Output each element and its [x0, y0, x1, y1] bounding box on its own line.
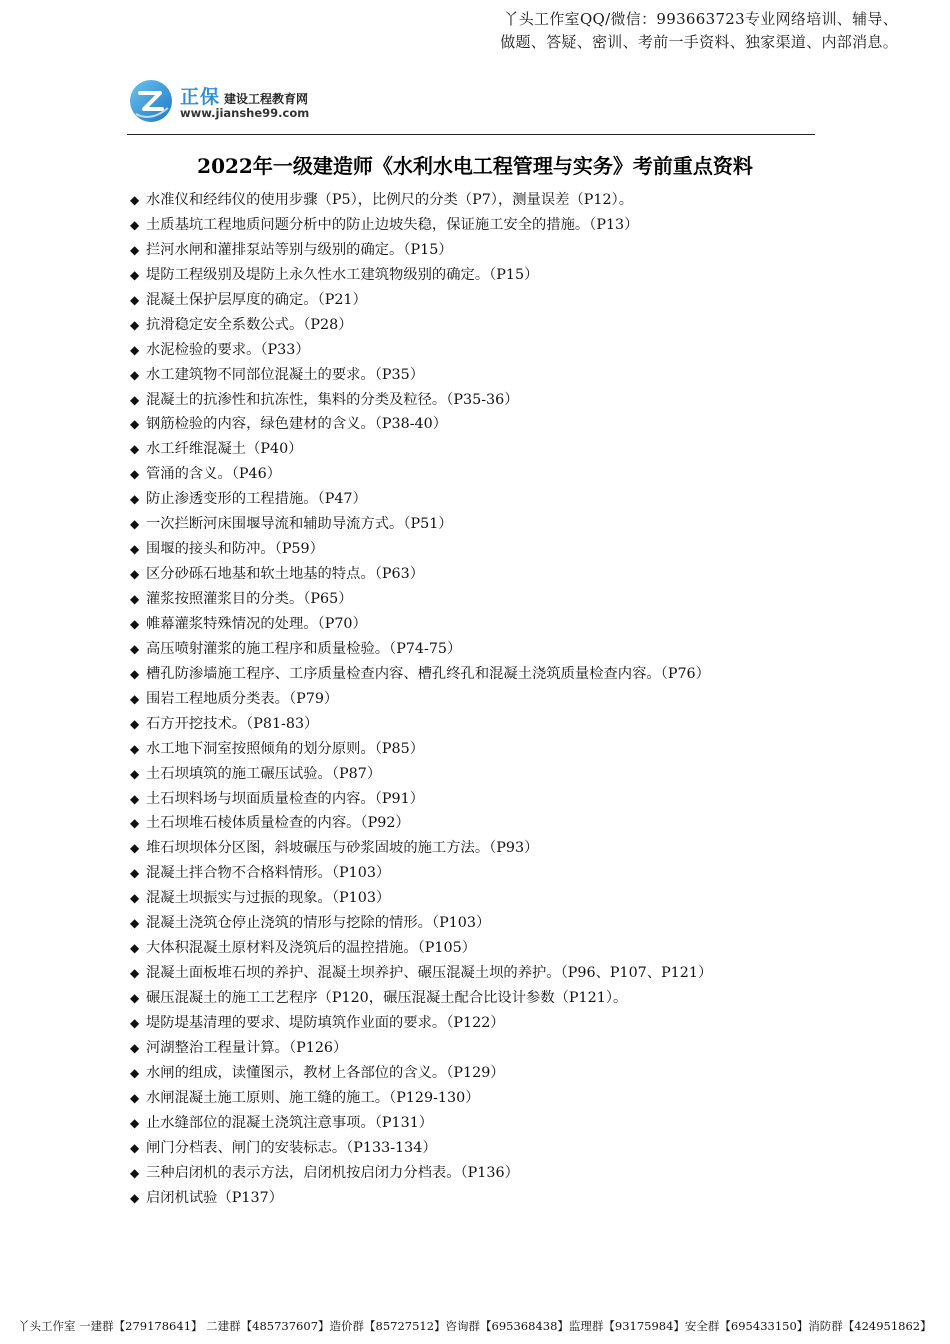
diamond-bullet-icon: ◆: [130, 367, 140, 382]
list-item-text: 槽孔防渗墙施工程序、工序质量检查内容、槽孔终孔和混凝土浇筑质量检查内容。（P76）: [146, 665, 710, 682]
list-item-text: 水准仪和经纬仪的使用步骤（P5），比例尺的分类（P7），测量误差（P12）。: [146, 192, 633, 208]
diamond-bullet-icon: ◆: [130, 766, 140, 781]
list-item: [130, 1086, 712, 1111]
list-item-text: 水闸的组成，读懂图示，教材上各部位的含义。（P129）: [146, 1064, 505, 1081]
list-item: [130, 687, 712, 712]
diamond-bullet-icon: ◆: [130, 866, 140, 881]
list-item: [130, 1061, 712, 1086]
list-item-text: 抗滑稳定安全系数公式。（P28）: [146, 316, 353, 333]
list-item: [130, 836, 712, 861]
list-item: [130, 412, 712, 437]
diamond-bullet-icon: ◆: [130, 1065, 140, 1080]
diamond-bullet-icon: ◆: [130, 492, 140, 507]
logo-subtitle: 建设工程教育网: [224, 92, 309, 106]
list-item-text: 土质基坑工程地质问题分析中的防止边坡失稳，保证施工安全的措施。（P13）: [146, 216, 639, 233]
diamond-bullet-icon: ◆: [130, 442, 140, 457]
diamond-bullet-icon: ◆: [130, 467, 140, 482]
list-item-text: 防止渗透变形的工程措施。（P47）: [146, 491, 367, 508]
diamond-bullet-icon: ◆: [130, 342, 140, 357]
key-points-list: [130, 188, 712, 1210]
header-divider: [127, 134, 815, 135]
list-item-text: 钢筋检验的内容，绿色建材的含义。（P38-40）: [146, 416, 448, 433]
list-item: [130, 961, 712, 986]
list-item: [130, 238, 712, 263]
footer-groups: 丫头工作室 一建群【279178641】 二建群【485737607】造价群【85727512】咨询群【695368438】监理群【93175984】安全群【695433150】消防群【424951862】: [18, 1319, 932, 1333]
diamond-bullet-icon: ◆: [130, 916, 140, 931]
list-item: [130, 1036, 712, 1061]
list-item: [130, 637, 712, 662]
list-item-text: 水泥检验的要求。（P33）: [146, 341, 310, 358]
list-item-text: 土石坝填筑的施工碾压试验。（P87）: [146, 765, 382, 782]
diamond-bullet-icon: ◆: [130, 716, 140, 731]
diamond-bullet-icon: ◆: [130, 841, 140, 856]
list-item: [130, 338, 712, 363]
diamond-bullet-icon: ◆: [130, 966, 140, 981]
list-item-text: 区分砂砾石地基和软土地基的特点。（P63）: [146, 566, 425, 583]
list-item-text: 堤防工程级别及堤防上永久性水工建筑物级别的确定。（P15）: [146, 266, 539, 283]
list-item: [130, 537, 712, 562]
list-item-text: 围岩工程地质分类表。（P79）: [146, 690, 339, 707]
list-item: [130, 861, 712, 886]
list-item: [130, 462, 712, 487]
list-item-text: 土石坝料场与坝面质量检查的内容。（P91）: [146, 790, 425, 807]
list-item: [130, 263, 712, 288]
diamond-bullet-icon: ◆: [130, 1040, 140, 1055]
list-item: [130, 487, 712, 512]
diamond-bullet-icon: ◆: [130, 592, 140, 606]
diamond-bullet-icon: ◆: [130, 267, 140, 282]
diamond-bullet-icon: ◆: [130, 392, 140, 407]
list-item-text: 三种启闭机的表示方法，启闭机按启闭力分档表。（P136）: [146, 1164, 519, 1181]
list-item-text: 围堰的接头和防冲。（P59）: [146, 541, 324, 558]
list-item-text: 启闭机试验（P137）: [146, 1189, 283, 1206]
list-item: [130, 587, 712, 612]
list-item-text: 碾压混凝土的施工工艺程序（P120，碾压混凝土配合比设计参数（P121）。: [146, 990, 628, 1006]
list-item-text: 石方开挖技术。（P81-83）: [146, 715, 319, 732]
list-item: [130, 288, 712, 313]
list-item: [130, 512, 712, 537]
list-item: [130, 737, 712, 762]
diamond-bullet-icon: ◆: [130, 217, 140, 232]
diamond-bullet-icon: ◆: [130, 666, 140, 681]
list-item-text: 管涌的含义。（P46）: [146, 466, 282, 483]
list-item-text: 混凝土拌合物不合格料情形。（P103）: [146, 865, 391, 882]
diamond-bullet-icon: ◆: [130, 193, 140, 207]
list-item-text: 水工纤维混凝土（P40）: [146, 441, 303, 458]
list-item: [130, 1161, 712, 1186]
diamond-bullet-icon: ◆: [130, 517, 140, 532]
list-item-text: 混凝土浇筑仓停止浇筑的情形与挖除的情形。（P103）: [146, 915, 491, 932]
list-item-text: 混凝土面板堆石坝的养护、混凝土坝养护、碾压混凝土坝的养护。（P96、P107、P121）: [146, 965, 713, 982]
logo-name: [180, 82, 308, 109]
diamond-bullet-icon: ◆: [130, 741, 140, 756]
list-item: [130, 712, 712, 737]
list-item: [130, 811, 712, 836]
logo: [128, 78, 368, 126]
list-item-text: 帷幕灌浆特殊情况的处理。（P70）: [146, 615, 367, 632]
list-item: [130, 1136, 712, 1161]
diamond-bullet-icon: ◆: [130, 891, 140, 906]
header-contact: [338, 8, 898, 54]
list-item-text: 混凝土的抗渗性和抗冻性，集料的分类及粒径。（P35-36）: [146, 391, 519, 408]
list-item: [130, 662, 712, 687]
diamond-bullet-icon: ◆: [130, 641, 140, 656]
list-item: [130, 1111, 712, 1136]
list-item: [130, 1011, 712, 1036]
list-item-text: 止水缝部位的混凝土浇筑注意事项。（P131）: [146, 1114, 434, 1131]
diamond-bullet-icon: ◆: [130, 1190, 140, 1205]
list-item: [130, 762, 712, 787]
list-item-text: 高压喷射灌浆的施工程序和质量检验。（P74-75）: [146, 640, 462, 657]
list-item-text: 水工地下洞室按照倾角的划分原则。（P85）: [146, 740, 425, 757]
list-item: [130, 188, 712, 213]
diamond-bullet-icon: ◆: [130, 1115, 140, 1130]
list-item: [130, 388, 712, 413]
list-item-text: 混凝土坝振实与过振的现象。（P103）: [146, 890, 391, 907]
list-item: [130, 911, 712, 936]
list-item-text: 水闸混凝土施工原则、施工缝的施工。（P129-130）: [146, 1089, 480, 1106]
diamond-bullet-icon: ◆: [130, 292, 140, 307]
list-item: [130, 612, 712, 637]
list-item-text: 混凝土保护层厚度的确定。（P21）: [146, 291, 367, 308]
list-item-text: 堆石坝坝体分区图，斜坡碾压与砂浆固坡的施工方法。（P93）: [146, 840, 539, 857]
list-item: [130, 313, 712, 338]
logo-mark-icon: [128, 78, 174, 124]
diamond-bullet-icon: ◆: [130, 691, 140, 706]
list-item-text: 大体积混凝土原材料及浇筑后的温控措施。（P105）: [146, 940, 476, 957]
diamond-bullet-icon: ◆: [130, 242, 140, 257]
list-item: [130, 562, 712, 587]
diamond-bullet-icon: ◆: [130, 816, 140, 831]
list-item: [130, 986, 712, 1011]
diamond-bullet-icon: ◆: [130, 542, 140, 557]
list-item-text: 一次拦断河床围堰导流和辅助导流方式。（P51）: [146, 516, 453, 533]
list-item-text: 堤防堤基清理的要求、堤防填筑作业面的要求。（P122）: [146, 1014, 505, 1031]
diamond-bullet-icon: ◆: [130, 1165, 140, 1180]
list-item: [130, 886, 712, 911]
list-item-text: 拦河水闸和灌排泵站等别与级别的确定。（P15）: [146, 241, 453, 258]
header-line-2: 做题、答疑、密训、考前一手资料、独家渠道、内部消息。: [500, 33, 898, 51]
list-item-text: 闸门分档表、闸门的安装标志。（P133-134）: [146, 1139, 437, 1156]
logo-brand: 正保: [180, 86, 221, 108]
list-item: [130, 437, 712, 462]
list-item-text: 灌浆按照灌浆目的分类。（P65）: [146, 591, 353, 607]
list-item-text: 河湖整治工程量计算。（P126）: [146, 1039, 348, 1056]
diamond-bullet-icon: ◆: [130, 1140, 140, 1155]
diamond-bullet-icon: ◆: [130, 791, 140, 806]
list-item-text: 水工建筑物不同部位混凝土的要求。（P35）: [146, 366, 425, 383]
logo-url: www.jianshe99.com: [180, 106, 310, 120]
diamond-bullet-icon: ◆: [130, 1015, 140, 1030]
list-item: [130, 1186, 712, 1211]
diamond-bullet-icon: ◆: [130, 417, 140, 432]
diamond-bullet-icon: ◆: [130, 317, 140, 332]
list-item: [130, 787, 712, 812]
header-line-1: 丫头工作室QQ/微信：993663723专业网络培训、辅导、: [503, 10, 898, 28]
list-item: [130, 936, 712, 961]
diamond-bullet-icon: ◆: [130, 567, 140, 582]
diamond-bullet-icon: ◆: [130, 941, 140, 956]
diamond-bullet-icon: ◆: [130, 616, 140, 631]
list-item-text: 土石坝堆石棱体质量检查的内容。（P92）: [146, 815, 410, 832]
diamond-bullet-icon: ◆: [130, 1090, 140, 1105]
document-title: 2022年一级建造师《水利水电工程管理与实务》考前重点资料: [197, 154, 753, 178]
diamond-bullet-icon: ◆: [130, 991, 140, 1005]
list-item: [130, 363, 712, 388]
list-item: [130, 213, 712, 238]
